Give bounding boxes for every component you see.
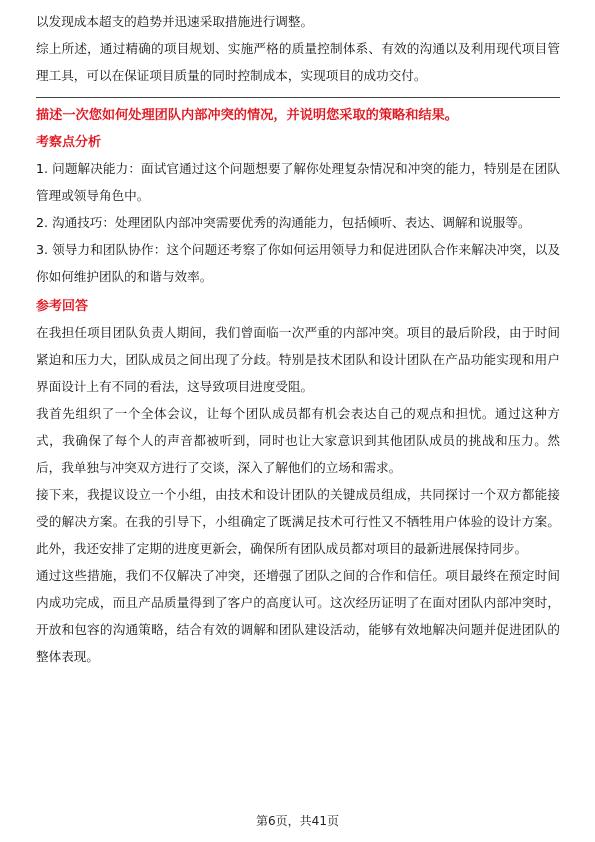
- page-number: 第6页，共41页: [256, 814, 339, 828]
- analysis-title: 考察点分析: [36, 135, 102, 150]
- reference-paragraph: 接下来，我提议设立一个小组，由技术和设计团队的关键成员组成，共同探讨一个双方都能接受的解决方案。在我的引导下，小组确定了既满足技术可行性又不牺牲用户体验的设计方案。此外，我还安排了定期的进度更新会，确保所有团队成员都对项目的最新进展保持同步。: [36, 487, 560, 556]
- page-content: [36, 8, 560, 670]
- analysis-item: 1. 问题解决能力：面试官通过这个问题想要了解你处理复杂情况和冲突的能力，特别是在团队管理或领导角色中。: [36, 161, 560, 203]
- reference-title: 参考回答: [36, 299, 89, 314]
- analysis-section: [36, 130, 560, 290]
- analysis-item: 2. 沟通技巧：处理团队内部冲突需要优秀的沟通能力，包括倾听、表达、调解和说服等。: [36, 215, 531, 230]
- intro-section: [36, 8, 560, 89]
- reference-paragraph: 通过这些措施，我们不仅解决了冲突，还增强了团队之间的合作和信任。项目最终在预定时间内成功完成，而且产品质量得到了客户的高度认可。这次经历证明了在面对团队内部冲突时，开放和包容的沟通策略，结合有效的调解和团队建设活动，能够有效地解决问题并促进团队的整体表现。: [36, 568, 560, 664]
- reference-paragraph: 我首先组织了一个全体会议，让每个团队成员都有机会表达自己的观点和担忧。通过这种方式，我确保了每个人的声音都被听到，同时也让大家意识到其他团队成员的挑战和压力。然后，我单独与冲突双方进行了交谈，深入了解他们的立场和需求。: [36, 406, 560, 475]
- intro-line: 以发现成本超支的趋势并迅速采取措施进行调整。: [36, 14, 314, 29]
- analysis-item: 3. 领导力和团队协作：这个问题还考察了你如何运用领导力和促进团队合作来解决冲突，以及你如何维护团队的和谐与效率。: [36, 242, 560, 284]
- reference-paragraph: 在我担任项目团队负责人期间，我们曾面临一次严重的内部冲突。项目的最后阶段，由于时间紧迫和压力大，团队成员之间出现了分歧。特别是技术团队和设计团队在产品功能实现和用户界面设计上有不同的看法，这导致项目进度受阻。: [36, 325, 560, 394]
- interview-question: 描述一次您如何处理团队内部冲突的情况，并说明您采取的策略和结果。: [36, 108, 458, 123]
- summary-paragraph: 综上所述，通过精确的项目规划、实施严格的质量控制体系、有效的沟通以及利用现代项目管理工具，可以在保证项目质量的同时控制成本，实现项目的成功交付。: [36, 41, 560, 83]
- reference-section: [36, 294, 560, 670]
- section-divider: [36, 97, 560, 98]
